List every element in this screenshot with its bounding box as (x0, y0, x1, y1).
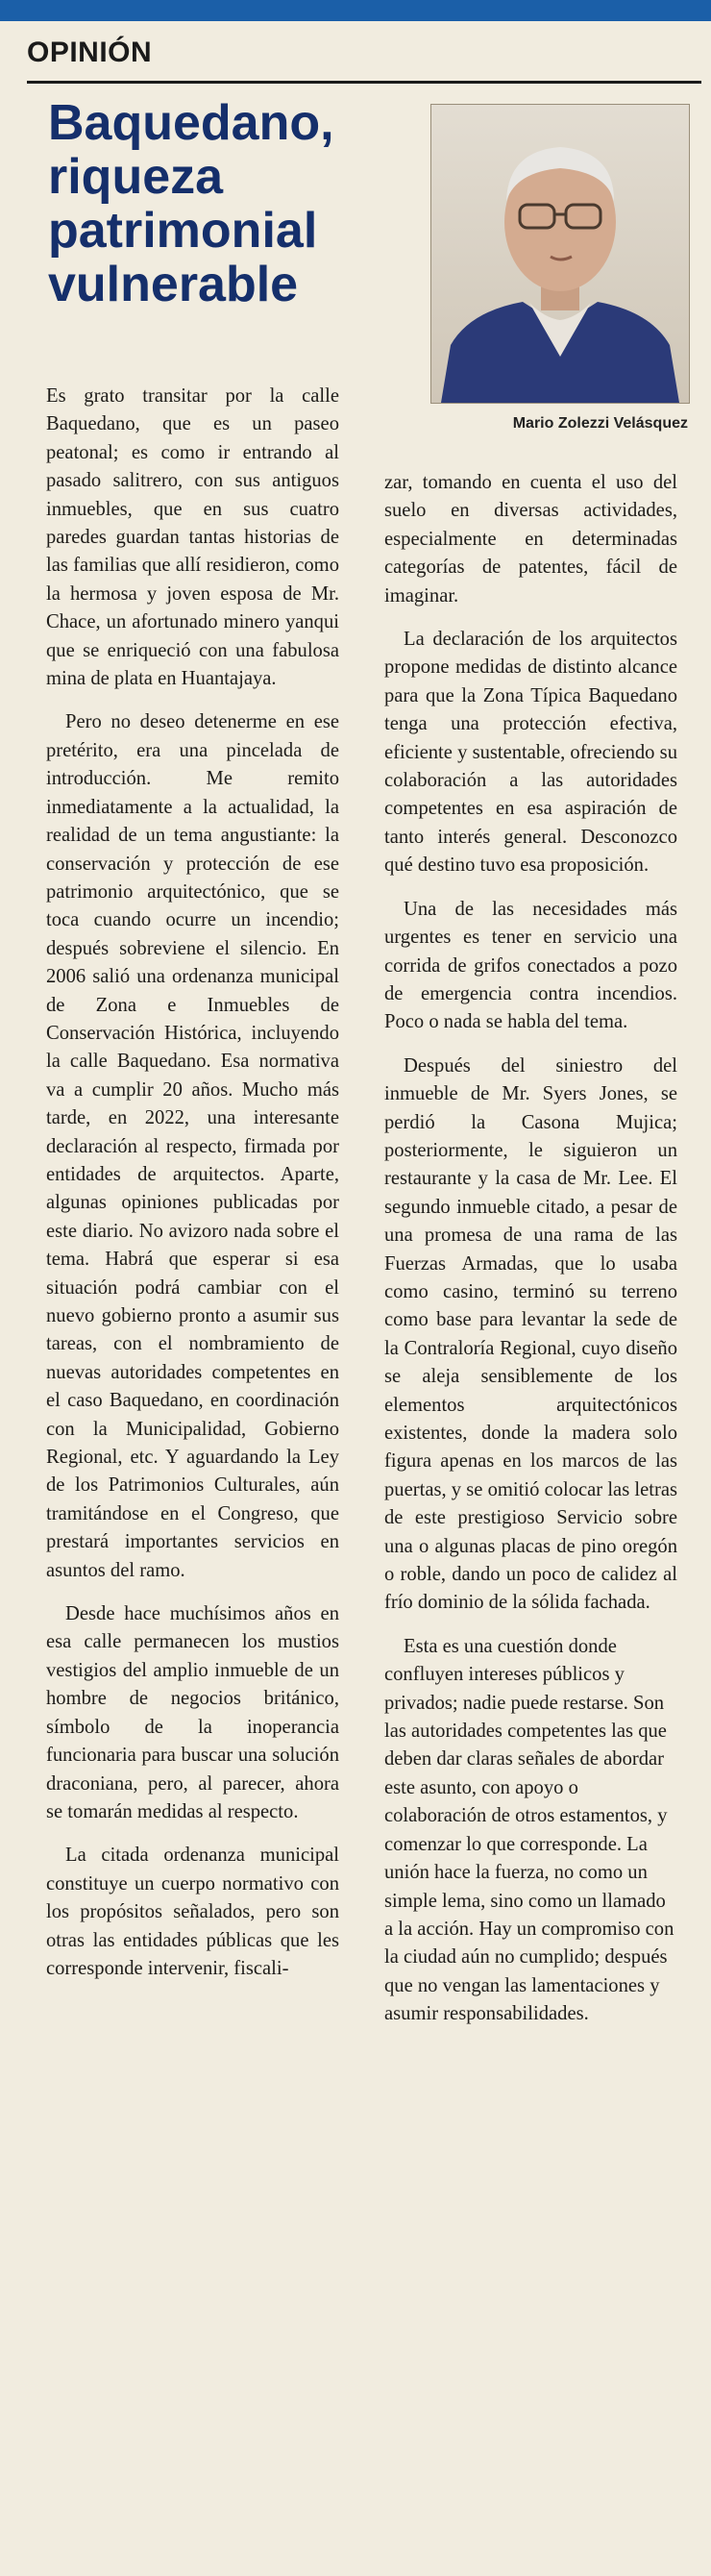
paragraph: Después del siniestro del inmueble de Mr. Syers Jones, se perdió la Casona Mujica; posteriormente, le siguieron un restaurante y la casa de Mr. Lee. El segundo inmueble citado, a pesar de una promesa de una rama de las Fuerzas Armadas, que lo usaba como casino, terminó su terreno como base para levantar la sede de la Contraloría Regional, cuyo diseño se aleja sensiblemente de los elementos arquitectónicos existentes, donde la madera solo figura apenas en los marcos de las puertas, y se omitió colocar las letras de este prestigioso Servicio sobre una o algunas placas de pino oregón o roble, dando un poco de calidez al frío dominio de la sólida fachada. (384, 1054, 677, 1614)
headline-line-2: riqueza (48, 149, 224, 205)
headline (48, 96, 413, 311)
paragraph: Es grato transitar por la calle Baquedano, que es un paseo peatonal; es como ir entrando al pasado salitrero, con sus antiguos inmuebles, que en sus cuatro paredes guardan tantas historias de las familias que allí residieron, como la hermosa y joven esposa de Mr. Chace, un afortunado minero yanqui que se enriqueció con una fabulosa mina de plata en Huantajaya. (46, 385, 339, 690)
paragraph-continued: zar, tomando en cuenta el uso del suelo en diversas actividades, especialmente en determinadas categorías de patentes, fácil de imaginar. (384, 472, 677, 607)
top-color-band (0, 0, 711, 21)
section-rule (27, 81, 701, 84)
article-column-right (384, 469, 677, 2029)
paragraph: La citada ordenanza municipal constituye un cuerpo normativo con los propósitos señalados, pero son otras las entidades públicas que les corresponde intervenir, fiscali- (46, 1845, 339, 1979)
section-label: OPINIÓN (27, 37, 153, 68)
author-portrait-illustration (431, 105, 689, 403)
article-column-left (46, 383, 339, 1983)
paragraph: La declaración de los arquitectos propone medidas de distinto alcance para que la Zona Típica Baquedano tenga una protección efectiva, eficiente y sustentable, ofreciendo su colaboración a las autoridades competentes en esa aspiración de tanto interés general. Desconozco qué destino tuvo esa proposición. (384, 629, 677, 877)
headline-line-3: patrimonial (48, 203, 318, 259)
author-name: Mario Zolezzi Velásquez (512, 415, 688, 432)
paragraph: Desde hace muchísimos años en esa calle permanecen los mustios vestigios del amplio inmueble de un hombre de negocios británico, símbolo de la inoperancia funcionaria para buscar una solución draconiana, pero, al parecer, ahora se tomarán medidas al respecto. (46, 1603, 339, 1822)
paragraph: Esta es una cuestión donde confluyen intereses públicos y privados; nadie puede restarse. Son las autoridades competentes las que deben dar claras señales de abordar este asunto, con apoyo o colaboración de otros estamentos, y comenzar lo que corresponde. La unión hace la fuerza, no como un simple lema, sino como un llamado a la acción. Hay un compromiso con la ciudad aún no cumplido; después que no vengan las lamentaciones y asumir responsabilidades. (384, 1635, 674, 2025)
paragraph: Una de las necesidades más urgentes es tener en servicio una corrida de grifos conectados a pozo de emergencia contra incendios. Poco o nada se habla del tema. (384, 898, 677, 1033)
author-photo (430, 104, 690, 404)
paragraph: Pero no deseo detenerme en ese pretérito, era una pincelada de introducción. Me remito inmediatamente a la actualidad, la realidad de un tema angustiante: la conservación y protección de ese patrimonio arquitectónico, que se toca cuando ocurre un incendio; después sobreviene el silencio. En 2006 salió una ordenanza municipal de Zona e Inmuebles de Conservación Histórica, incluyendo la calle Baquedano. Esa normativa va a cumplir 20 años. Mucho más tarde, en 2022, una interesante declaración al respecto, firmada por entidades de arquitectos. Aparte, algunas opiniones publicadas por este diario. No avizoro nada sobre el tema. Habrá que esperar si esa situación podrá cambiar con el nuevo gobierno pronto a asumir sus tareas, con el nombramiento de nuevas autoridades competentes en el caso Baquedano, en coordinación con la Municipalidad, Gobierno Regional, etc. Y aguardando la Ley de los Patrimonios Culturales, aún tramitándose en el Congreso, que prestará importantes servicios en asuntos del ramo. (46, 711, 339, 1581)
headline-line-4: vulnerable (48, 257, 299, 312)
headline-line-1: Baquedano, (48, 95, 334, 151)
